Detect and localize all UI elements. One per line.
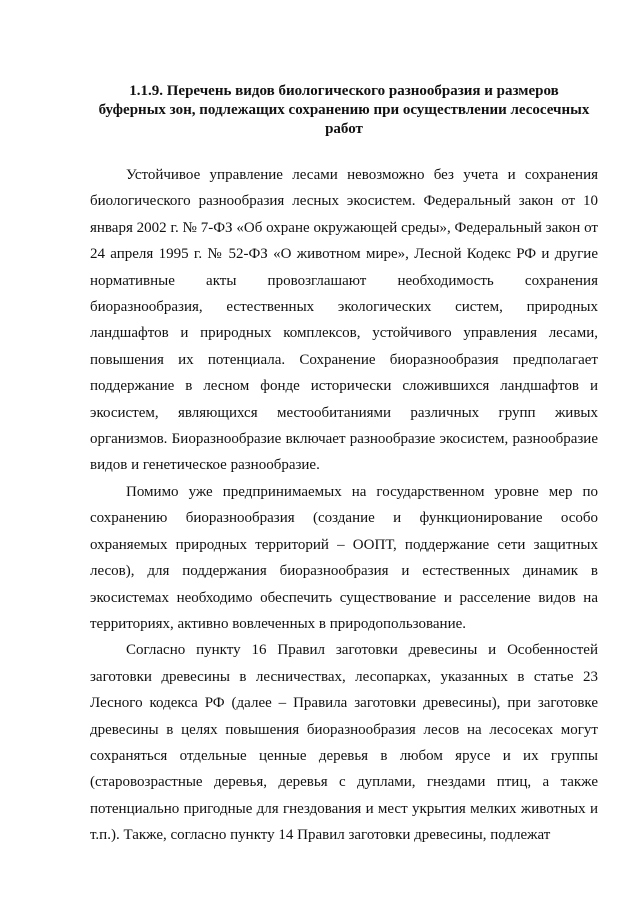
document-page	[90, 82, 598, 849]
section-heading	[90, 82, 598, 139]
paragraph-state-measures: Помимо уже предпринимаемых на государственном уровне мер по сохранению биоразнообразия (создание и функционирование особо охраняемых природных территорий – ООПТ, поддержание сети защитных лесов), для поддержания биоразнообразия и естественных динамик в экосистемах необходимо обеспечить существование и расселение видов на территориях, активно вовлеченных в природопользование.	[90, 483, 598, 632]
paragraph-sustainable-management: Устойчивое управление лесами невозможно без учета и сохранения биологического разнообразия лесных экосистем. Федеральный закон от 10 января 2002 г. № 7-ФЗ «Об охране окружающей среды», Федеральный закон от 24 апреля 1995 г. № 52-ФЗ «О животном мире», Лесной Кодекс РФ и другие нормативные акты провозглашают необходимость сохранения биоразнообразия, естественных экологических систем, природных ландшафтов и природных комплексов, устойчивого управления лесами, повышения их потенциала. Сохранение биоразнообразия предполагает поддержание в лесном фонде исторически сложившихся ландшафтов и экосистем, являющихся местообитаниями различных групп живых организмов. Биоразнообразие включает разнообразие экосистем, разнообразие видов и генетическое разнообразие.	[90, 167, 598, 474]
paragraph-logging-rules: Согласно пункту 16 Правил заготовки древесины и Особенностей заготовки древесины в лесничествах, лесопарках, указанных в статье 23 Лесного кодекса РФ (далее – Правила заготовки древесины), при заготовке древесины в целях повышения биоразнообразия лесов на лесосеках могут сохраняться отдельные ценные деревья в любом ярусе и их группы (старовозрастные деревья, деревья с дуплами, гнездами птиц, а также потенциально пригодные для гнездования и мест укрытия мелких животных и т.п.). Также, согласно пункту 14 Правил заготовки древесины, подлежат	[90, 642, 598, 844]
heading-line-1: 1.1.9. Перечень видов биологического разнообразия и размеров	[129, 83, 559, 99]
heading-line-3: работ	[325, 121, 363, 137]
heading-line-2: буферных зон, подлежащих сохранению при осуществлении лесосечных	[98, 102, 590, 118]
